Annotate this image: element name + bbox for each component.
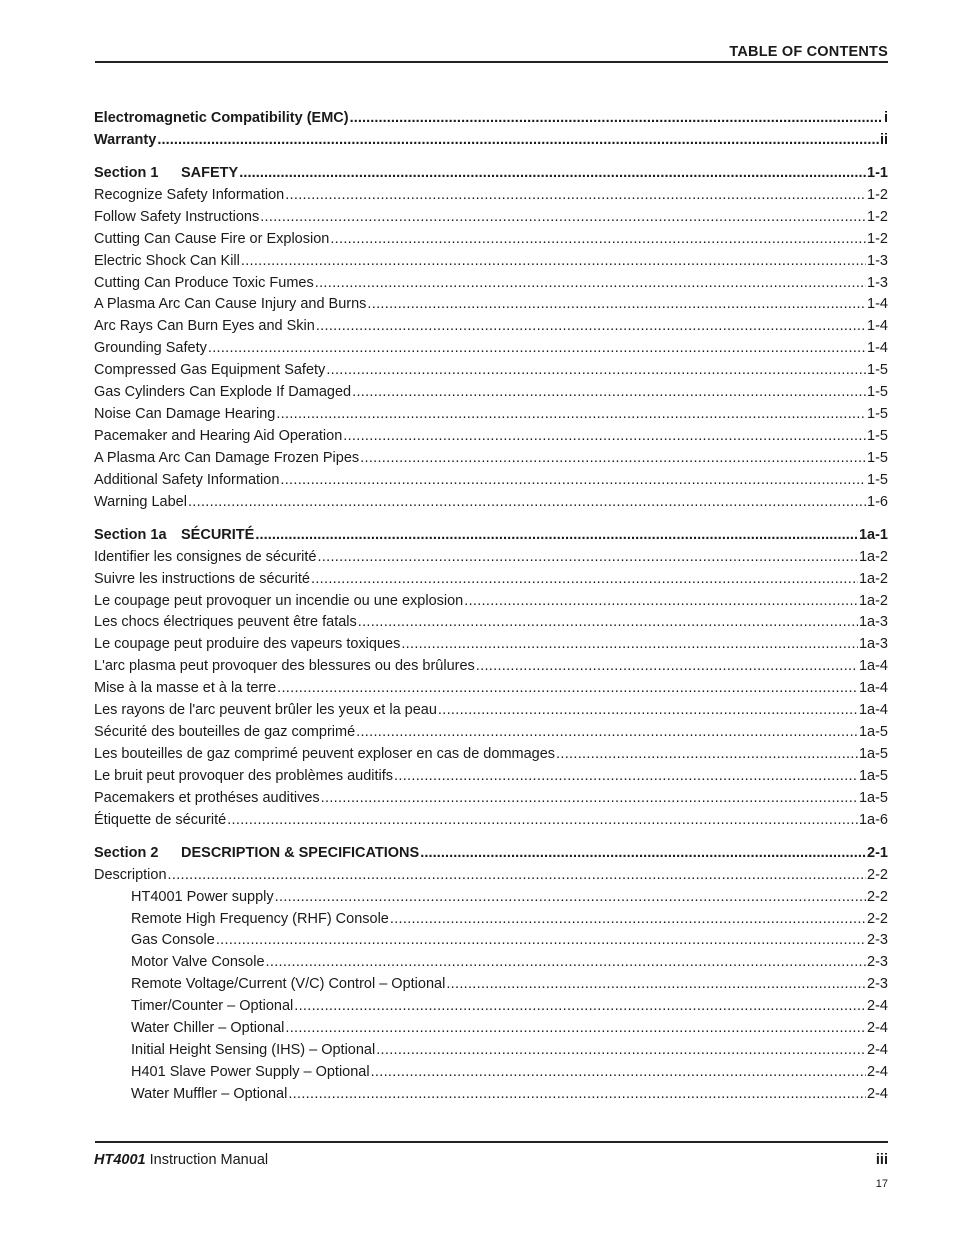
toc-entry-title bbox=[94, 130, 157, 150]
toc-row[interactable] bbox=[94, 130, 888, 150]
toc-row[interactable] bbox=[94, 656, 888, 676]
toc-entry-title bbox=[94, 656, 476, 676]
toc-page-number: 1-4 bbox=[867, 296, 888, 312]
toc-entry-text: Grounding Safety bbox=[94, 340, 207, 356]
toc-page-number: 1-2 bbox=[867, 231, 888, 247]
toc-entry-text: Étiquette de sécurité bbox=[94, 812, 227, 828]
toc-row[interactable] bbox=[94, 382, 888, 402]
toc-leader-dots bbox=[360, 448, 866, 468]
toc-entry-text: Pacemakers et prothéses auditives bbox=[94, 790, 320, 806]
toc-entry-text: Recognize Safety Information bbox=[94, 187, 285, 203]
toc-page-number: 1a-4 bbox=[858, 702, 888, 718]
toc-entry-title bbox=[94, 634, 401, 654]
toc-leader-dots bbox=[260, 207, 866, 227]
toc-page-number: 2-3 bbox=[867, 954, 888, 970]
toc-page-number: ii bbox=[879, 132, 888, 148]
toc-entry-text: H401 Slave Power Supply – Optional bbox=[131, 1064, 370, 1080]
toc-page-number: 1a-1 bbox=[858, 527, 888, 543]
toc-entry-title bbox=[131, 974, 446, 994]
toc-leader-dots bbox=[376, 1040, 866, 1060]
footer-manual-title bbox=[94, 1152, 268, 1168]
toc-page-number: 2-3 bbox=[867, 976, 888, 992]
toc-leader-dots bbox=[157, 130, 879, 150]
toc-entry-title bbox=[131, 887, 275, 907]
toc-page-number: 1a-2 bbox=[858, 549, 888, 565]
toc-entry-title bbox=[94, 865, 168, 885]
toc-page-number: 1-6 bbox=[867, 494, 888, 510]
toc-entry-text: Remote High Frequency (RHF) Console bbox=[131, 911, 389, 927]
toc-page-number: 2-3 bbox=[867, 932, 888, 948]
toc-entry-title bbox=[94, 700, 438, 720]
toc-leader-dots bbox=[394, 766, 858, 786]
toc-leader-dots bbox=[317, 547, 858, 567]
toc-entry-title bbox=[94, 547, 317, 567]
toc-page-number: 1-5 bbox=[867, 406, 888, 422]
toc-page-number: 2-4 bbox=[867, 998, 888, 1014]
toc-leader-dots bbox=[285, 185, 866, 205]
toc-entry-text: Le coupage peut produire des vapeurs toxiques bbox=[94, 636, 401, 652]
footer-page-number: iii bbox=[875, 1152, 888, 1168]
toc-entry-title bbox=[94, 678, 277, 698]
toc-entry-text: Suivre les instructions de sécurité bbox=[94, 571, 310, 587]
toc-leader-dots bbox=[438, 700, 858, 720]
toc-entry-title bbox=[94, 722, 356, 742]
toc-entry-title bbox=[131, 1018, 285, 1038]
toc-entry-text: Electromagnetic Compatibility (EMC) bbox=[94, 110, 349, 126]
toc-entry-text: Electric Shock Can Kill bbox=[94, 253, 240, 269]
toc-leader-dots bbox=[315, 273, 866, 293]
toc-entry-title bbox=[131, 930, 216, 950]
toc-row[interactable] bbox=[94, 426, 888, 446]
toc-page-number: 1-5 bbox=[867, 362, 888, 378]
toc-page-number: 1a-3 bbox=[858, 636, 888, 652]
toc-row[interactable] bbox=[94, 251, 888, 271]
toc-page-number: 1a-3 bbox=[858, 614, 888, 630]
toc-row[interactable] bbox=[94, 294, 888, 314]
toc-entry-title bbox=[94, 569, 311, 589]
toc-page-number: 2-2 bbox=[867, 911, 888, 927]
toc-page-number: 2-4 bbox=[867, 1042, 888, 1058]
toc-leader-dots bbox=[556, 744, 858, 764]
toc-entry-title bbox=[94, 810, 227, 830]
toc-row[interactable] bbox=[94, 700, 888, 720]
toc-leader-dots bbox=[330, 229, 866, 249]
toc-row[interactable] bbox=[94, 722, 888, 742]
toc-entry-text: Remote Voltage/Current (V/C) Control – Optional bbox=[131, 976, 446, 992]
toc-entry-title bbox=[94, 294, 367, 314]
toc-entry-title bbox=[94, 316, 316, 336]
toc-entry-title bbox=[94, 404, 276, 424]
toc-entry-text: HT4001 Power supply bbox=[131, 889, 274, 905]
toc-row[interactable] bbox=[94, 316, 888, 336]
toc-row[interactable] bbox=[94, 930, 888, 950]
toc-entry-text: Compressed Gas Equipment Safety bbox=[94, 362, 326, 378]
toc-leader-dots bbox=[266, 952, 867, 972]
toc-page-number: 1a-4 bbox=[858, 658, 888, 674]
toc-row[interactable] bbox=[94, 1040, 888, 1060]
toc-row[interactable] bbox=[94, 108, 888, 128]
toc-leader-dots bbox=[294, 996, 866, 1016]
toc-row[interactable] bbox=[94, 865, 888, 885]
toc-leader-dots bbox=[288, 1084, 866, 1104]
toc-entry-text: SÉCURITÉ bbox=[181, 527, 255, 543]
toc-leader-dots bbox=[280, 470, 866, 490]
toc-row[interactable] bbox=[94, 360, 888, 380]
toc-page-number: 1-5 bbox=[867, 384, 888, 400]
toc-entry-title bbox=[94, 360, 326, 380]
toc-leader-dots bbox=[275, 887, 866, 907]
toc-leader-dots bbox=[188, 492, 866, 512]
toc-leader-dots bbox=[168, 865, 867, 885]
toc-entry-text: Additional Safety Information bbox=[94, 472, 280, 488]
toc-leader-dots bbox=[239, 163, 866, 183]
toc-row[interactable] bbox=[94, 996, 888, 1016]
toc-entry-title bbox=[131, 1040, 376, 1060]
toc-entry-title bbox=[94, 273, 315, 293]
toc-section-number: Section 1a bbox=[94, 527, 167, 543]
toc-page-number: 2-4 bbox=[867, 1086, 888, 1102]
toc-entry-title bbox=[94, 426, 343, 446]
toc-page-number: 1-2 bbox=[867, 187, 888, 203]
footer-model: HT4001 bbox=[94, 1152, 146, 1168]
toc-leader-dots bbox=[321, 788, 858, 808]
toc-entry-title bbox=[131, 996, 294, 1016]
toc-entry-title bbox=[131, 1062, 371, 1082]
toc-entry-title bbox=[94, 207, 260, 227]
toc-entry-text: Gas Cylinders Can Explode If Damaged bbox=[94, 384, 352, 400]
toc-entry-text: SAFETY bbox=[181, 165, 239, 181]
toc-entry-title bbox=[94, 492, 188, 512]
toc-row[interactable] bbox=[94, 273, 888, 293]
toc-page-number: 1-2 bbox=[867, 209, 888, 225]
toc-page-number: 2-4 bbox=[867, 1064, 888, 1080]
toc-leader-dots bbox=[476, 656, 858, 676]
toc-entry-text: L'arc plasma peut provoquer des blessures ou des brûlures bbox=[94, 658, 475, 674]
toc-entry-title bbox=[94, 229, 330, 249]
toc-section-row[interactable] bbox=[94, 843, 888, 863]
toc-page-number: 1a-6 bbox=[858, 812, 888, 828]
toc-section-row[interactable] bbox=[94, 163, 888, 183]
toc-section-number: Section 2 bbox=[94, 845, 159, 861]
toc-row[interactable] bbox=[94, 788, 888, 808]
toc-leader-dots bbox=[356, 722, 858, 742]
toc-entry-title bbox=[131, 952, 266, 972]
toc-entry-text: Les bouteilles de gaz comprimé peuvent exploser en cas de dommages bbox=[94, 746, 556, 762]
footer-rule bbox=[95, 1141, 888, 1143]
toc-entry-title bbox=[94, 448, 360, 468]
toc-page-number: 1-5 bbox=[867, 472, 888, 488]
toc-section-row[interactable] bbox=[94, 525, 888, 545]
toc-page-number: i bbox=[883, 110, 888, 126]
toc-page-number: 1-3 bbox=[867, 275, 888, 291]
toc-row[interactable] bbox=[94, 1018, 888, 1038]
toc-leader-dots bbox=[390, 909, 866, 929]
toc-leader-dots bbox=[208, 338, 866, 358]
toc-entry-text: Water Chiller – Optional bbox=[131, 1020, 285, 1036]
toc-entry-title bbox=[94, 525, 255, 545]
toc-page-number: 1a-2 bbox=[858, 571, 888, 587]
footer-manual-label: Instruction Manual bbox=[145, 1152, 269, 1168]
toc-entry-text: Identifier les consignes de sécurité bbox=[94, 549, 317, 565]
toc-leader-dots bbox=[216, 930, 866, 950]
toc-page-number: 1-5 bbox=[867, 428, 888, 444]
toc-entry-text: Warranty bbox=[94, 132, 157, 148]
toc-entry-text: Noise Can Damage Hearing bbox=[94, 406, 276, 422]
toc-page-number: 1a-5 bbox=[858, 724, 888, 740]
toc-leader-dots bbox=[352, 382, 866, 402]
toc-row[interactable] bbox=[94, 909, 888, 929]
toc-row[interactable] bbox=[94, 1062, 888, 1082]
toc-row[interactable] bbox=[94, 612, 888, 632]
toc-page-number: 2-1 bbox=[867, 845, 888, 861]
toc-section-number: Section 1 bbox=[94, 165, 159, 181]
toc-entry-text: Le coupage peut provoquer un incendie ou une explosion bbox=[94, 593, 464, 609]
toc-page-number: 1-4 bbox=[867, 340, 888, 356]
toc-entry-title bbox=[94, 185, 285, 205]
toc-entry-text: Water Muffler – Optional bbox=[131, 1086, 288, 1102]
toc-leader-dots bbox=[276, 404, 866, 424]
toc-entry-title bbox=[94, 163, 239, 183]
toc-page-number: 1-4 bbox=[867, 318, 888, 334]
toc-row[interactable] bbox=[94, 338, 888, 358]
toc-entry-text: Description bbox=[94, 867, 167, 883]
toc-page-number: 1a-5 bbox=[858, 790, 888, 806]
toc-entry-text: Initial Height Sensing (IHS) – Optional bbox=[131, 1042, 376, 1058]
toc-page-number: 1a-5 bbox=[858, 768, 888, 784]
toc-page-number: 1-1 bbox=[867, 165, 888, 181]
toc-page-number: 2-2 bbox=[867, 889, 888, 905]
toc-entry-text: Mise à la masse et à la terre bbox=[94, 680, 277, 696]
toc-page-number: 1-5 bbox=[867, 450, 888, 466]
toc-leader-dots bbox=[277, 678, 858, 698]
toc-leader-dots bbox=[285, 1018, 866, 1038]
toc-row[interactable] bbox=[94, 229, 888, 249]
toc-leader-dots bbox=[446, 974, 866, 994]
toc-page-number: 1a-4 bbox=[858, 680, 888, 696]
toc-entry-title bbox=[94, 843, 420, 863]
toc-row[interactable] bbox=[94, 678, 888, 698]
toc-leader-dots bbox=[343, 426, 866, 446]
toc-row[interactable] bbox=[94, 634, 888, 654]
toc-row[interactable] bbox=[94, 207, 888, 227]
toc-entry-title bbox=[94, 612, 358, 632]
toc-entry-title bbox=[94, 382, 352, 402]
toc-entry-text: Sécurité des bouteilles de gaz comprimé bbox=[94, 724, 356, 740]
toc-entry-text: Follow Safety Instructions bbox=[94, 209, 260, 225]
toc-entry-title bbox=[131, 1084, 288, 1104]
toc-entry-title bbox=[94, 108, 350, 128]
toc-leader-dots bbox=[241, 251, 866, 271]
toc-leader-dots bbox=[371, 1062, 866, 1082]
toc-entry-text: Les chocs électriques peuvent être fatals bbox=[94, 614, 357, 630]
toc-row[interactable] bbox=[94, 974, 888, 994]
toc-entry-title bbox=[94, 470, 280, 490]
toc-entry-title bbox=[94, 251, 241, 271]
toc-entry-title bbox=[94, 744, 556, 764]
toc-leader-dots bbox=[358, 612, 858, 632]
toc-entry-text: Cutting Can Cause Fire or Explosion bbox=[94, 231, 330, 247]
toc-row[interactable] bbox=[94, 591, 888, 611]
toc-leader-dots bbox=[255, 525, 858, 545]
toc-row[interactable] bbox=[94, 448, 888, 468]
toc-entry-text: Pacemaker and Hearing Aid Operation bbox=[94, 428, 343, 444]
toc-entry-text: Timer/Counter – Optional bbox=[131, 998, 294, 1014]
toc-row[interactable] bbox=[94, 185, 888, 205]
toc-entry-text: A Plasma Arc Can Cause Injury and Burns bbox=[94, 296, 367, 312]
toc-leader-dots bbox=[420, 843, 866, 863]
toc-entry-title bbox=[131, 909, 390, 929]
toc-row[interactable] bbox=[94, 492, 888, 512]
toc-entry-text: Les rayons de l'arc peuvent brûler les yeux et la peau bbox=[94, 702, 437, 718]
toc-row[interactable] bbox=[94, 810, 888, 830]
toc-leader-dots bbox=[350, 108, 883, 128]
toc-row[interactable] bbox=[94, 952, 888, 972]
toc-leader-dots bbox=[316, 316, 866, 336]
toc-page-number: 2-4 bbox=[867, 1020, 888, 1036]
toc-entry-title bbox=[94, 338, 208, 358]
toc-page-number: 1-3 bbox=[867, 253, 888, 269]
toc-entry-title bbox=[94, 788, 321, 808]
toc-entry-text: Le bruit peut provoquer des problèmes auditifs bbox=[94, 768, 394, 784]
toc-leader-dots bbox=[401, 634, 858, 654]
toc-entry-text: DESCRIPTION & SPECIFICATIONS bbox=[181, 845, 420, 861]
toc-row[interactable] bbox=[94, 470, 888, 490]
toc-row[interactable] bbox=[94, 547, 888, 567]
page-header-title: TABLE OF CONTENTS bbox=[729, 44, 888, 60]
toc-leader-dots bbox=[326, 360, 866, 380]
toc-entry-title bbox=[94, 766, 394, 786]
toc-leader-dots bbox=[311, 569, 858, 589]
toc-row[interactable] bbox=[94, 1084, 888, 1104]
toc-entry-title bbox=[94, 591, 464, 611]
toc-leader-dots bbox=[367, 294, 866, 314]
toc-entry-text: A Plasma Arc Can Damage Frozen Pipes bbox=[94, 450, 360, 466]
toc-leader-dots bbox=[227, 810, 858, 830]
toc-row[interactable] bbox=[94, 887, 888, 907]
toc-entry-text: Warning Label bbox=[94, 494, 187, 510]
toc-page-number: 1a-2 bbox=[858, 593, 888, 609]
toc-entry-text: Arc Rays Can Burn Eyes and Skin bbox=[94, 318, 315, 334]
toc-leader-dots bbox=[464, 591, 858, 611]
toc-row[interactable] bbox=[94, 404, 888, 424]
toc-row[interactable] bbox=[94, 744, 888, 764]
toc-page-number: 1a-5 bbox=[858, 746, 888, 762]
toc-row[interactable] bbox=[94, 569, 888, 589]
toc-entry-text: Cutting Can Produce Toxic Fumes bbox=[94, 275, 314, 291]
toc-entry-text: Motor Valve Console bbox=[131, 954, 265, 970]
footer-sheet-number: 17 bbox=[875, 1178, 888, 1190]
header-rule bbox=[95, 61, 888, 63]
toc-row[interactable] bbox=[94, 766, 888, 786]
toc-entry-text: Gas Console bbox=[131, 932, 215, 948]
toc-page-number: 2-2 bbox=[867, 867, 888, 883]
